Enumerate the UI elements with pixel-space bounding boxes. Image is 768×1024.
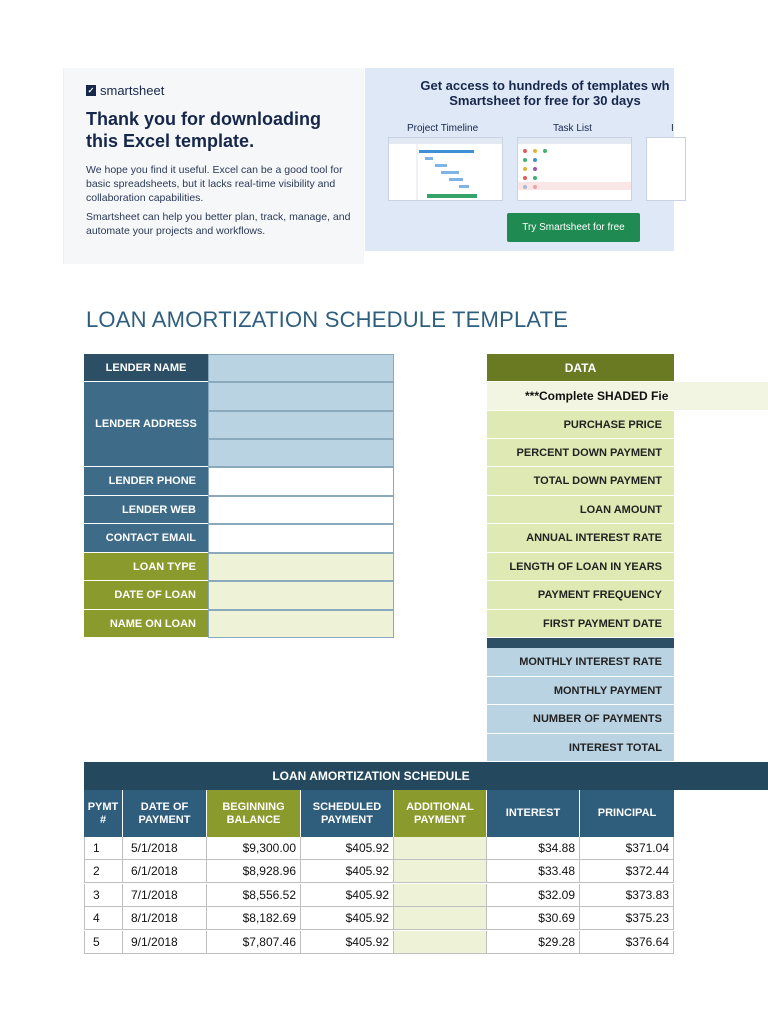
promo-panel <box>365 68 674 251</box>
lender-web-input[interactable] <box>208 496 394 524</box>
lender-phone-label: LENDER PHONE <box>84 467 208 496</box>
cell-beginning-balance: $8,556.52 <box>207 884 301 907</box>
cell-principal: $372.44 <box>580 860 674 883</box>
cell-date: 8/1/2018 <box>123 907 207 930</box>
brand-logo <box>86 83 164 98</box>
lender-name-input[interactable] <box>208 354 394 382</box>
cell-date: 5/1/2018 <box>123 837 207 860</box>
promo-line-2: Smartsheet for free for 30 days <box>449 93 641 108</box>
payment-frequency-label: PAYMENT FREQUENCY <box>487 581 674 610</box>
monthly-payment-label: MONTHLY PAYMENT <box>487 677 674 705</box>
cell-pymt: 3 <box>84 884 123 907</box>
cell-scheduled-payment: $405.92 <box>301 860 394 883</box>
cell-additional-payment[interactable] <box>394 884 487 907</box>
cell-interest: $34.88 <box>487 837 580 860</box>
cell-additional-payment[interactable] <box>394 860 487 883</box>
try-smartsheet-button[interactable]: Try Smartsheet for free <box>507 213 640 242</box>
loan-amount-label: LOAN AMOUNT <box>487 496 674 524</box>
data-separator <box>487 638 674 648</box>
cell-interest: $29.28 <box>487 931 580 954</box>
cell-additional-payment[interactable] <box>394 907 487 930</box>
interest-total-label: INTEREST TOTAL <box>487 734 674 762</box>
col-header-date: DATE OF PAYMENT <box>123 790 207 837</box>
lender-name-label: LENDER NAME <box>84 354 208 382</box>
cell-interest: $30.69 <box>487 907 580 930</box>
cell-beginning-balance: $8,928.96 <box>207 860 301 883</box>
lender-web-label: LENDER WEB <box>84 496 208 524</box>
date-of-loan-input[interactable] <box>208 581 394 610</box>
schedule-title: LOAN AMORTIZATION SCHEDULE <box>84 762 768 790</box>
total-down-payment-label: TOTAL DOWN PAYMENT <box>487 467 674 496</box>
data-header: DATA <box>487 354 674 382</box>
name-on-loan-input[interactable] <box>208 610 394 638</box>
contact-email-label: CONTACT EMAIL <box>84 524 208 553</box>
third-template-thumbnail[interactable] <box>646 137 686 201</box>
col-header-principal: PRINCIPAL <box>580 790 674 837</box>
template-label-third: I <box>671 123 674 134</box>
cell-beginning-balance: $7,807.46 <box>207 931 301 954</box>
template-label-project-timeline: Project Timeline <box>407 123 479 134</box>
banner-heading: Thank you for downloading this Excel template. <box>86 109 321 151</box>
length-of-loan-label: LENGTH OF LOAN IN YEARS <box>487 553 674 581</box>
cell-additional-payment[interactable] <box>394 837 487 860</box>
contact-email-input[interactable] <box>208 524 394 553</box>
cell-principal: $371.04 <box>580 837 674 860</box>
annual-interest-rate-label: ANNUAL INTEREST RATE <box>487 524 674 553</box>
task-list-thumbnail[interactable] <box>517 137 632 201</box>
cell-date: 6/1/2018 <box>123 860 207 883</box>
cell-date: 7/1/2018 <box>123 884 207 907</box>
lender-address-line-1[interactable] <box>208 382 394 411</box>
smartsheet-banner <box>63 68 673 264</box>
cell-additional-payment[interactable] <box>394 931 487 954</box>
cell-interest: $32.09 <box>487 884 580 907</box>
project-timeline-thumbnail[interactable] <box>388 137 503 201</box>
banner-paragraph-1: We hope you find it useful. Excel can be a good tool for basic spreadsheets, but it lacks real-time visibility and collaboration capabilities. <box>86 164 343 204</box>
date-of-loan-label: DATE OF LOAN <box>84 581 208 610</box>
brand-name: smartsheet <box>100 83 165 98</box>
lender-address-label: LENDER ADDRESS <box>84 382 208 467</box>
banner-paragraph-2: Smartsheet can help you better plan, track, manage, and automate your projects and workflows. <box>86 211 351 237</box>
data-instruction-note: ***Complete SHADED Fie <box>487 382 768 411</box>
smartsheet-logo-icon: ✓ <box>87 86 95 95</box>
lender-phone-input[interactable] <box>208 467 394 496</box>
loan-type-input[interactable] <box>208 553 394 581</box>
promo-line-1: Get access to hundreds of templates wh <box>420 78 670 93</box>
col-header-pymt: PYMT # <box>84 790 123 837</box>
lender-address-line-3[interactable] <box>208 439 394 467</box>
cell-principal: $373.83 <box>580 884 674 907</box>
cell-date: 9/1/2018 <box>123 931 207 954</box>
monthly-interest-rate-label: MONTHLY INTEREST RATE <box>487 648 674 677</box>
number-of-payments-label: NUMBER OF PAYMENTS <box>487 705 674 734</box>
task-list-preview-icon <box>518 138 631 200</box>
first-payment-date-label: FIRST PAYMENT DATE <box>487 610 674 638</box>
cell-pymt: 4 <box>84 907 123 930</box>
cell-beginning-balance: $8,182.69 <box>207 907 301 930</box>
page-title: LOAN AMORTIZATION SCHEDULE TEMPLATE <box>86 307 569 332</box>
cell-scheduled-payment: $405.92 <box>301 931 394 954</box>
cell-interest: $33.48 <box>487 860 580 883</box>
cell-scheduled-payment: $405.92 <box>301 907 394 930</box>
cell-pymt: 1 <box>84 837 123 860</box>
cell-principal: $376.64 <box>580 931 674 954</box>
col-header-beginning-balance: BEGINNING BALANCE <box>207 790 301 837</box>
promo-text <box>405 78 685 108</box>
percent-down-payment-label: PERCENT DOWN PAYMENT <box>487 439 674 467</box>
purchase-price-label: PURCHASE PRICE <box>487 411 674 439</box>
cell-pymt: 2 <box>84 860 123 883</box>
cell-principal: $375.23 <box>580 907 674 930</box>
col-header-scheduled-payment: SCHEDULED PAYMENT <box>301 790 394 837</box>
cell-beginning-balance: $9,300.00 <box>207 837 301 860</box>
cell-scheduled-payment: $405.92 <box>301 837 394 860</box>
template-label-task-list: Task List <box>553 123 592 134</box>
col-header-additional-payment: ADDITIONAL PAYMENT <box>394 790 487 837</box>
cell-pymt: 5 <box>84 931 123 954</box>
loan-type-label: LOAN TYPE <box>84 553 208 581</box>
cell-scheduled-payment: $405.92 <box>301 884 394 907</box>
lender-address-line-2[interactable] <box>208 411 394 439</box>
gantt-preview-icon <box>389 138 502 200</box>
name-on-loan-label: NAME ON LOAN <box>84 610 208 638</box>
col-header-interest: INTEREST <box>487 790 580 837</box>
